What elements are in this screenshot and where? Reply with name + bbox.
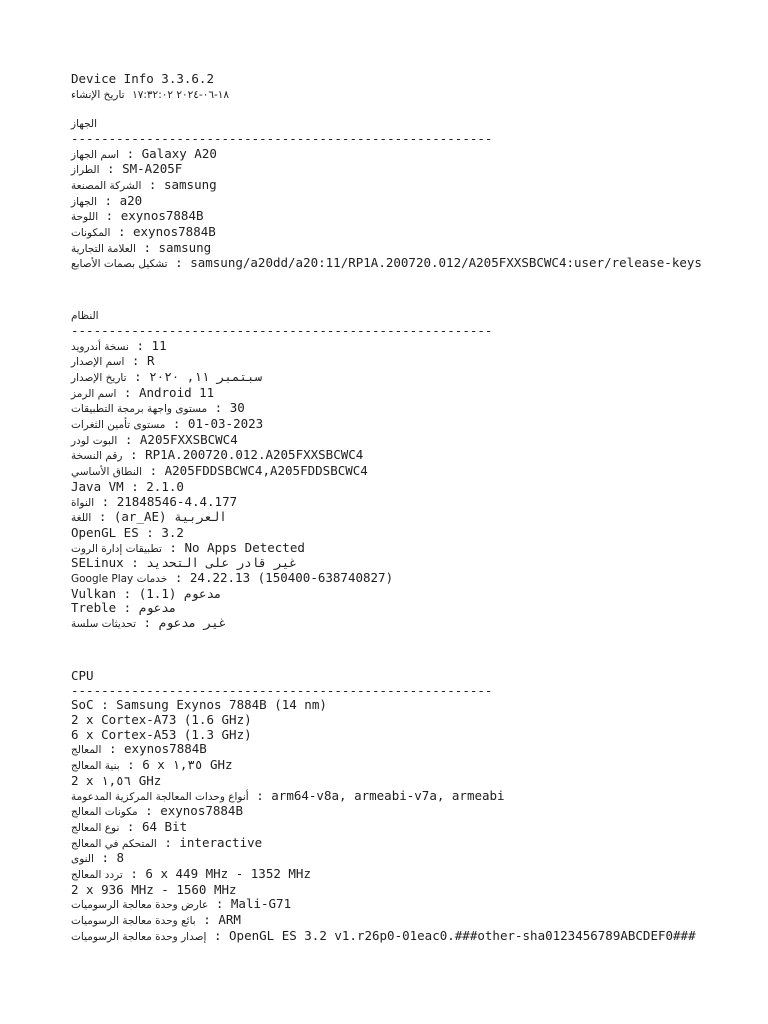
system-row: Java VM : 2.1.0 [71, 478, 184, 494]
row-label: رقم النسخة [71, 450, 123, 463]
system-row: رقم النسخة : RP1A.200720.012.A205FXXSBCWC4 [71, 447, 364, 463]
row-value: غير مدعوم [158, 615, 227, 631]
row-label: تشكيل بصمات الأصابع [71, 258, 168, 271]
cpu-row: بنية المعالج : 6 x ١,٣٥ GHz [71, 757, 233, 773]
row-value: samsung [163, 176, 217, 192]
row-label: النواة [71, 496, 95, 509]
system-row: OpenGL ES : 3.2 [71, 524, 184, 540]
row-value: Samsung Exynos 7884B (14 nm) [116, 697, 327, 713]
row-label: الشركة المصنعة [71, 179, 142, 192]
device-row: الجهاز : a20 [71, 192, 143, 208]
row-label: مستوى واجهة برمجة التطبيقات [71, 403, 208, 416]
row-value: Mali-G71 [230, 896, 292, 912]
row-value: samsung/a20dd/a20:11/RP1A.200720.012/A205FXXSBCWC4:user/release-keys [190, 255, 702, 271]
row-value: 21848546-4.4.177 [116, 493, 238, 509]
row-value: SM-A205F [122, 161, 183, 177]
row-label: عارض وحدة معالجة الرسوميات [71, 899, 209, 912]
system-section [71, 309, 731, 632]
row-value: A205FDDSBCWC4,A205FDDSBCWC4 [164, 463, 368, 479]
cpu-row: المعالج : exynos7884B [71, 741, 207, 757]
system-row: اسم الرمز : Android 11 [71, 384, 215, 400]
system-row: النطاق الأساسي : A205FDDSBCWC4,A205FDDSBCWC4 [71, 463, 368, 479]
row-label: المتحكم في المعالج [71, 837, 157, 850]
created-line [71, 87, 731, 103]
row-value: 3.2 [161, 524, 184, 540]
created-value: ١٨-٠٦-٢٠٢٤ ١٧:٣٢:٠٢ [132, 88, 230, 101]
row-value: No Apps Detected [184, 539, 305, 555]
system-row: تاريخ الإصدار : سبتمبر ١١, ٢٠٢٠ [71, 368, 263, 384]
row-value: مدعوم [138, 600, 177, 616]
row-value: 2.1.0 [146, 478, 184, 494]
device-info-report [71, 72, 731, 945]
row-value: 6 x 449 MHz - 1352 MHz [145, 866, 311, 882]
cpu-row: مكونات المعالج : exynos7884B [71, 803, 243, 819]
row-label: بائع وحدة معالجة الرسوميات [71, 915, 196, 928]
cpu-row: تردد المعالج : 6 x 449 MHz - 1352 MHz [71, 866, 311, 882]
row-value: ARM [218, 912, 241, 928]
row-label: نوع المعالج [71, 821, 120, 834]
row-label: SoC [71, 697, 94, 713]
row-value: 30 [229, 400, 245, 416]
row-value: سبتمبر ١١, ٢٠٢٠ [149, 368, 263, 384]
row-label: مكونات المعالج [71, 806, 138, 819]
row-label: خدمات Google Play [71, 573, 168, 586]
device-row: اسم الجهاز : Galaxy A20 [71, 145, 217, 161]
row-value: OpenGL ES 3.2 v1.r26p0-01eac0.###other-sha0123456789ABCDEF0### [229, 927, 696, 943]
cpu-row [71, 728, 731, 743]
system-row: تحديثات سلسة : غير مدعوم [71, 615, 227, 631]
cpu-row: إصدار وحدة معالجة الرسوميات : OpenGL ES 3.2 v1.r26p0-01eac0.###other-sha0123456789ABCDEF0### [71, 927, 696, 943]
row-value: مدعوم (1.1) [138, 585, 222, 601]
row-value: exynos7884B [133, 224, 216, 240]
row-label: اللوحة [71, 211, 99, 224]
row-label: تاريخ الإصدار [71, 371, 127, 384]
section-title-device: الجهاز [71, 118, 98, 131]
row-label: البوت لودر [71, 434, 118, 447]
row-value: Galaxy A20 [141, 145, 217, 161]
row-label: المعالج [71, 744, 102, 757]
device-row: الشركة المصنعة : samsung [71, 176, 217, 192]
device-row: العلامة التجارية : samsung [71, 239, 212, 255]
device-section [71, 117, 731, 272]
row-value: غير قادر على التحديد [146, 555, 297, 571]
cpu-row: SoC : Samsung Exynos 7884B (14 nm) [71, 697, 327, 713]
cpu-row [71, 883, 731, 898]
app-title: Device Info 3.3.6.2 [71, 71, 214, 86]
system-row: نسخة أندرويد : 11 [71, 337, 167, 353]
row-value: 2 x 936 MHz - 1560 MHz [71, 881, 237, 897]
row-value: RP1A.200720.012.A205FXXSBCWC4 [145, 447, 364, 463]
cpu-row: بائع وحدة معالجة الرسوميات : ARM [71, 912, 241, 928]
cpu-row [71, 713, 731, 728]
system-row: خدمات Google Play : 24.22.13 (150400-638740827) [71, 570, 394, 586]
device-row: تشكيل بصمات الأصابع : samsung/a20dd/a20:11/RP1A.200720.012/A205FXXSBCWC4:user/release-keys [71, 255, 702, 271]
cpu-row [71, 774, 731, 789]
row-value: 2 x ١,٥٦ GHz [71, 772, 162, 788]
row-value: R [146, 353, 155, 369]
cpu-row: عارض وحدة معالجة الرسوميات : Mali-G71 [71, 896, 292, 912]
row-label: نسخة أندرويد [71, 340, 129, 353]
row-label: تردد المعالج [71, 869, 123, 882]
system-row: Vulkan : مدعوم (1.1) [71, 585, 222, 601]
section-divider: -------------------------------------------------------- [71, 131, 493, 146]
row-label: بنية المعالج [71, 760, 120, 773]
row-value: 24.22.13 (150400-638740827) [189, 570, 394, 586]
row-value: 64 Bit [141, 818, 188, 834]
row-value: exynos7884B [160, 803, 243, 819]
cpu-row: أنواع وحدات المعالجة المركزية المدعومة : arm64-v8a, armeabi-v7a, armeabi [71, 787, 505, 803]
section-title-cpu: CPU [71, 667, 94, 683]
row-label: اسم الجهاز [71, 148, 120, 161]
row-value: 8 [116, 850, 125, 866]
row-label: Treble [71, 600, 117, 616]
section-divider: -------------------------------------------------------- [71, 323, 493, 338]
device-row: المكونات : exynos7884B [71, 224, 216, 240]
cpu-row: نوع المعالج : 64 Bit [71, 818, 188, 834]
row-value: 6 x Cortex-A53 (1.3 GHz) [71, 726, 252, 742]
row-value: exynos7884B [120, 208, 204, 224]
row-label: العلامة التجارية [71, 242, 136, 255]
row-label: SELinux [71, 555, 124, 571]
row-value: 6 x ١,٣٥ GHz [142, 757, 233, 773]
row-label: اللغة [71, 512, 92, 525]
device-row: الطراز : SM-A205F [71, 161, 183, 177]
row-value: العربية (ar_AE) [113, 509, 227, 525]
system-row: النواة : 21848546-4.4.177 [71, 493, 238, 509]
system-row: مستوى تأمين الثغرات : 01-03-2023 [71, 416, 264, 432]
row-label: OpenGL ES [71, 524, 139, 540]
section-divider: -------------------------------------------------------- [71, 683, 493, 698]
row-value: 2 x Cortex-A73 (1.6 GHz) [71, 712, 252, 727]
row-value: arm64-v8a, armeabi-v7a, armeabi [271, 787, 505, 803]
system-row: اسم الإصدار : R [71, 353, 155, 369]
created-label: تاريخ الإنشاء [71, 88, 125, 101]
row-value: exynos7884B [124, 741, 207, 757]
row-label: النطاق الأساسي [71, 466, 143, 479]
row-value: interactive [179, 834, 263, 850]
system-row: تطبيقات إدارة الروت : No Apps Detected [71, 539, 305, 555]
row-label: Vulkan [71, 585, 117, 601]
row-label: تطبيقات إدارة الروت [71, 542, 162, 555]
system-row: البوت لودر : A205FXXSBCWC4 [71, 431, 238, 447]
row-label: مستوى تأمين الثغرات [71, 419, 166, 432]
row-label: المكونات [71, 227, 111, 240]
system-row: مستوى واجهة برمجة التطبيقات : 30 [71, 400, 245, 416]
row-label: أنواع وحدات المعالجة المركزية المدعومة [71, 790, 249, 803]
row-label: اسم الرمز [71, 387, 117, 400]
row-value: 11 [151, 337, 167, 353]
row-label: تحديثات سلسة [71, 618, 136, 631]
cpu-row: المتحكم في المعالج : interactive [71, 834, 263, 850]
row-label: الطراز [71, 164, 100, 177]
row-value: A205FXXSBCWC4 [139, 431, 238, 447]
row-label: إصدار وحدة معالجة الرسوميات [71, 930, 207, 943]
row-value: 01-03-2023 [187, 416, 264, 432]
device-row: اللوحة : exynos7884B [71, 208, 204, 224]
row-value: a20 [119, 192, 143, 208]
system-row: SELinux : غير قادر على التحديد [71, 555, 297, 571]
row-label: النوى [71, 853, 94, 866]
system-row: اللغة : العربية (ar_AE) [71, 509, 227, 525]
row-label: Java VM [71, 478, 124, 494]
row-label: الجهاز [71, 195, 98, 208]
cpu-section [71, 669, 731, 945]
cpu-row: النوى : 8 [71, 850, 125, 866]
section-title-system: النظام [71, 310, 99, 323]
row-value: Android 11 [138, 384, 215, 400]
system-row: Treble : مدعوم [71, 600, 177, 616]
row-value: samsung [158, 239, 212, 255]
row-label: اسم الإصدار [71, 356, 125, 369]
